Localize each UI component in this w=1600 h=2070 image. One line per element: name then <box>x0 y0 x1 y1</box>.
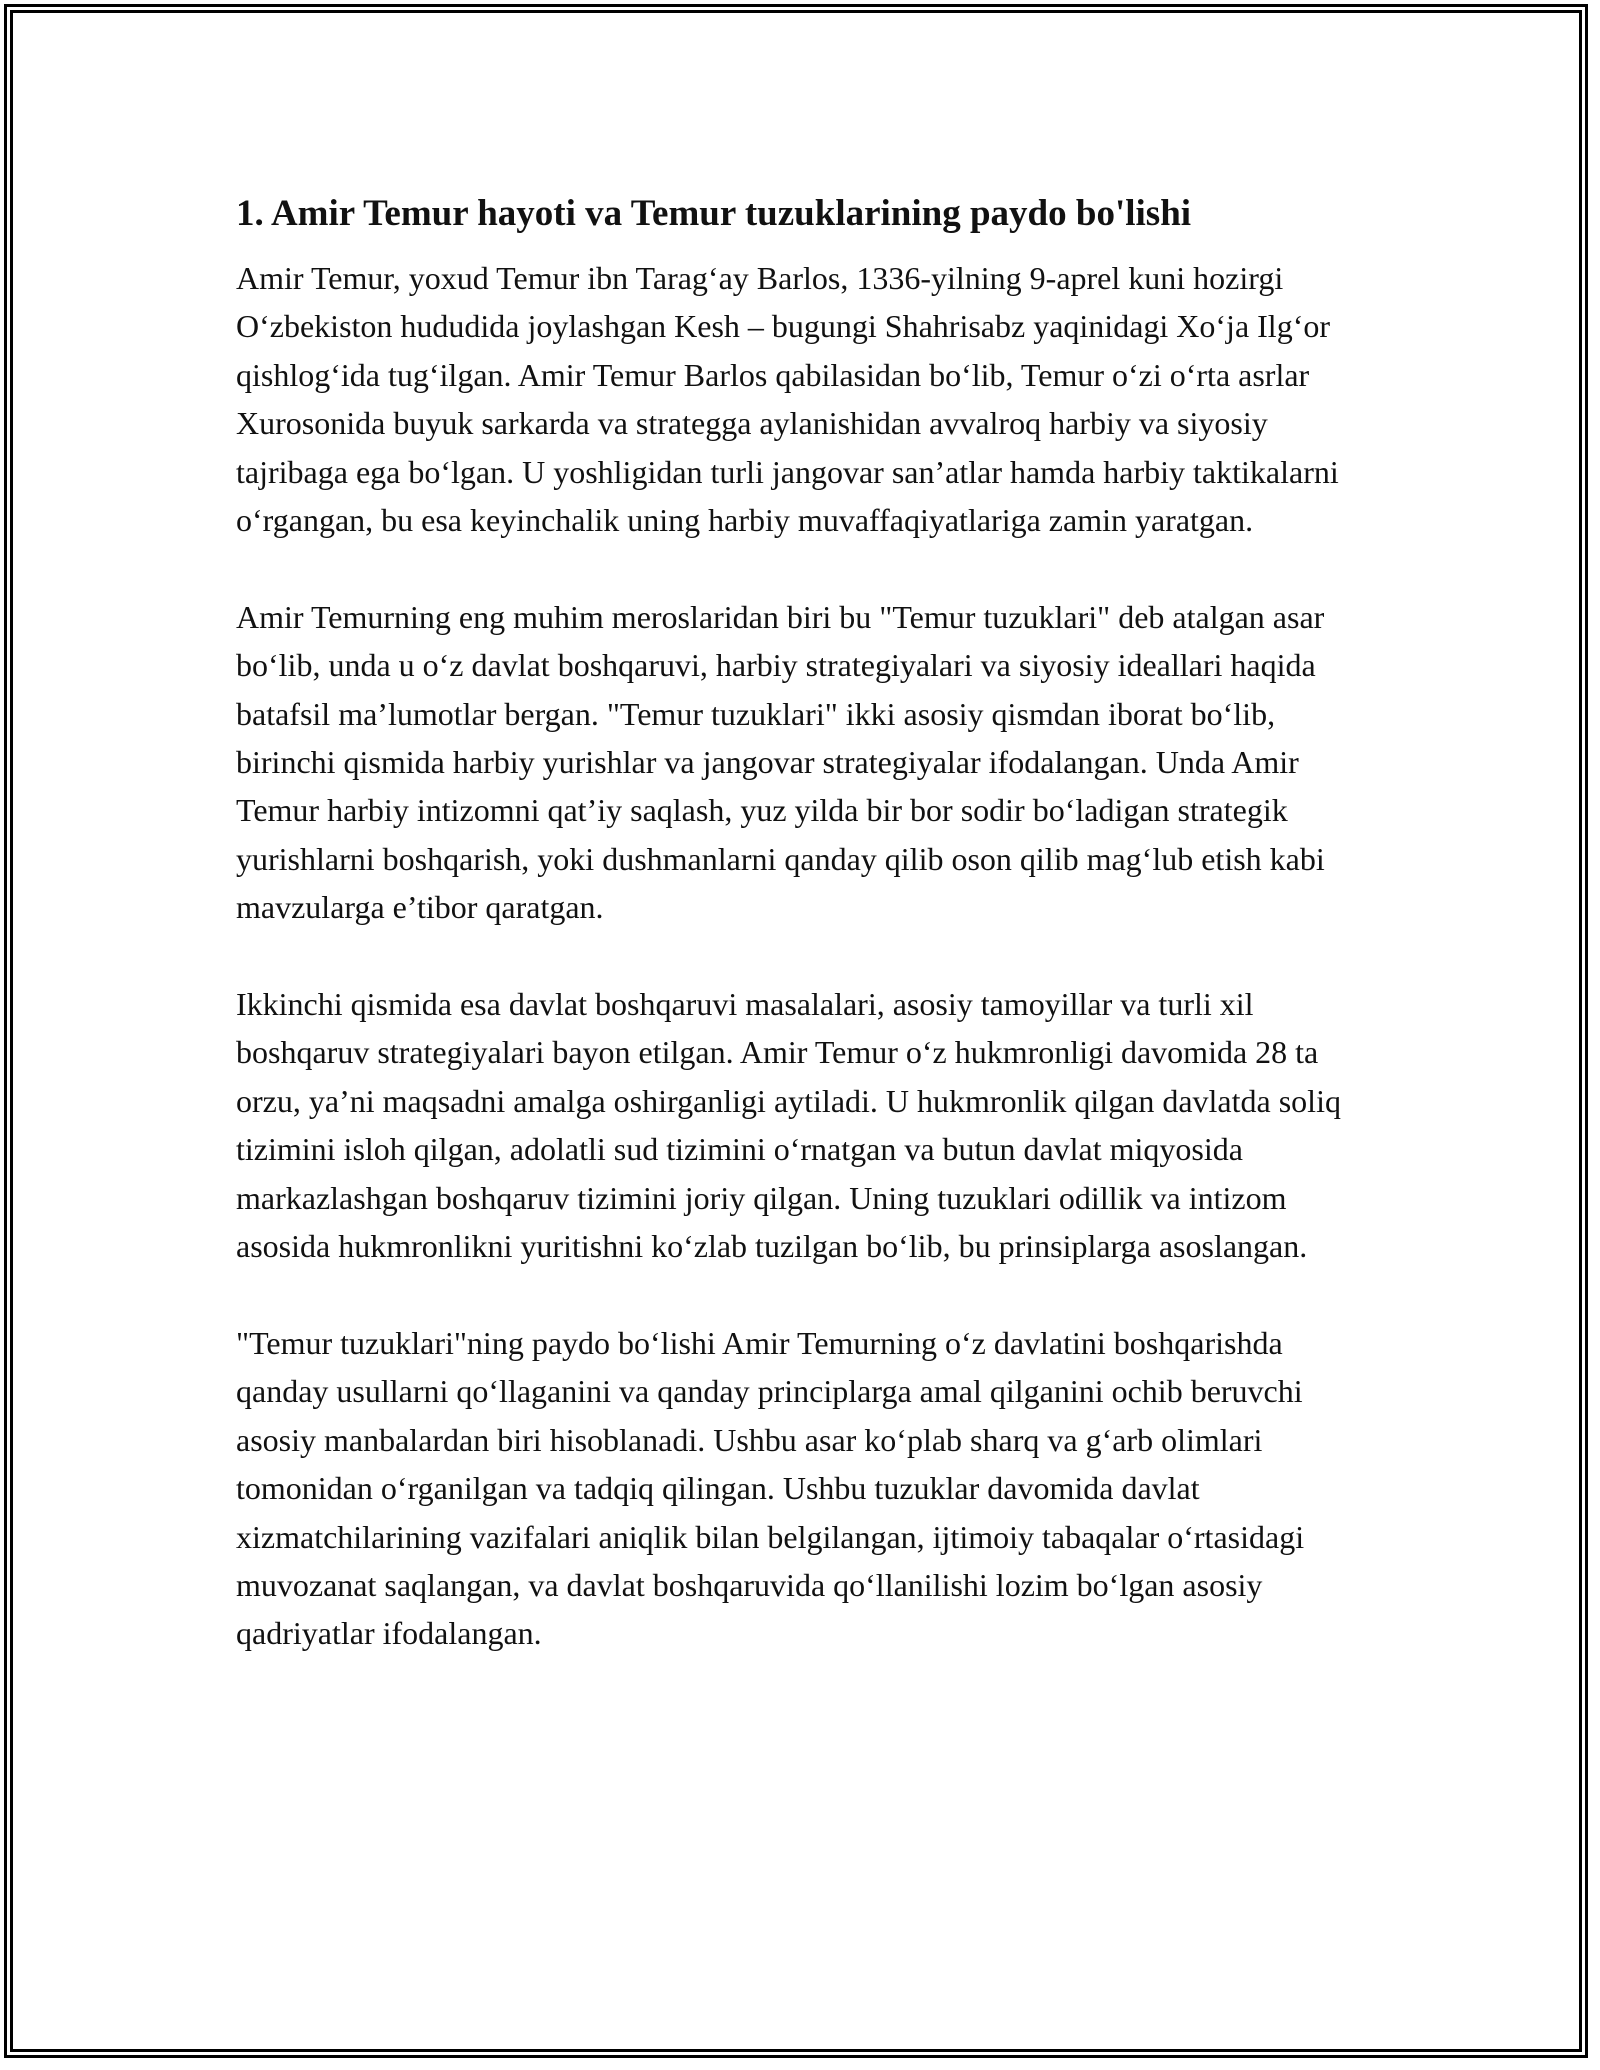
document-body <box>236 186 1376 1706</box>
paragraph-1: Amir Temur, yoxud Temur ibn Tarag‘ay Barlos, 1336-yilning 9-aprel kuni hozirgi O‘zbekiston hududida joylashgan Kesh – bugungi Shahrisabz yaqinidagi Xo‘ja Ilg‘or qishlog‘ida tug‘ilgan. Amir Temur Barlos qabilasidan bo‘lib, Temur o‘zi o‘rta asrlar Xurosonida buyuk sarkarda va strategga aylanishidan avvalroq harbiy va siyosiy tajribaga ega bo‘lgan. U yoshligidan turli jangovar san’atlar hamda harbiy taktikalarni o‘rgangan, bu esa keyinchalik uning harbiy muvaffaqiyatlariga zamin yaratgan. <box>236 260 1339 539</box>
section-heading: 1. Amir Temur hayoti va Temur tuzuklarining paydo bo'lishi <box>236 193 1192 234</box>
paragraph-4: "Temur tuzuklari"ning paydo bo‘lishi Amir Temurning o‘z davlatini boshqarishda qanday usullarni qo‘llaganini va qanday principlarga amal qilganini ochib beruvchi asosiy manbalardan biri hisoblanadi. Ushbu asar ko‘plab sharq va g‘arb olimlari tomonidan o‘rganilgan va tadqiq qilingan. Ushbu tuzuklar davomida davlat xizmatchilarining vazifalari aniqlik bilan belgilangan, ijtimoiy tabaqalar o‘rtasidagi muvozanat saqlangan, va davlat boshqaruvida qo‘llanilishi lozim bo‘lgan asosiy qadriyatlar ifodalangan. <box>236 1324 1305 1652</box>
paragraph-2: Amir Temurning eng muhim meroslaridan biri bu "Temur tuzuklari" deb atalgan asar bo‘lib, unda u o‘z davlat boshqaruvi, harbiy strategiyalari va siyosiy ideallari haqida batafsil ma’lumotlar bergan. "Temur tuzuklari" ikki asosiy qismdan iborat bo‘lib, birinchi qismida harbiy yurishlar va jangovar strategiyalar ifodalangan. Unda Amir Temur harbiy intizomni qat’iy saqlash, yuz yilda bir bor sodir bo‘ladigan strategik yurishlarni boshqarish, yoki dushmanlarni qanday qilib oson qilib mag‘lub etish kabi mavzularga e’tibor qaratgan. <box>236 598 1325 926</box>
paragraph-3: Ikkinchi qismida esa davlat boshqaruvi masalalari, asosiy tamoyillar va turli xil boshqaruv strategiyalari bayon etilgan. Amir Temur o‘z hukmronligi davomida 28 ta orzu, ya’ni maqsadni amalga oshirganligi aytiladi. U hukmronlik qilgan davlatda soliq tizimini isloh qilgan, adolatli sud tizimini o‘rnatgan va butun davlat miqyosida markazlashgan boshqaruv tizimini joriy qilgan. Uning tuzuklari odillik va intizom asosida hukmronlikni yuritishni ko‘zlab tuzilgan bo‘lib, bu prinsiplarga asoslangan. <box>236 986 1341 1265</box>
